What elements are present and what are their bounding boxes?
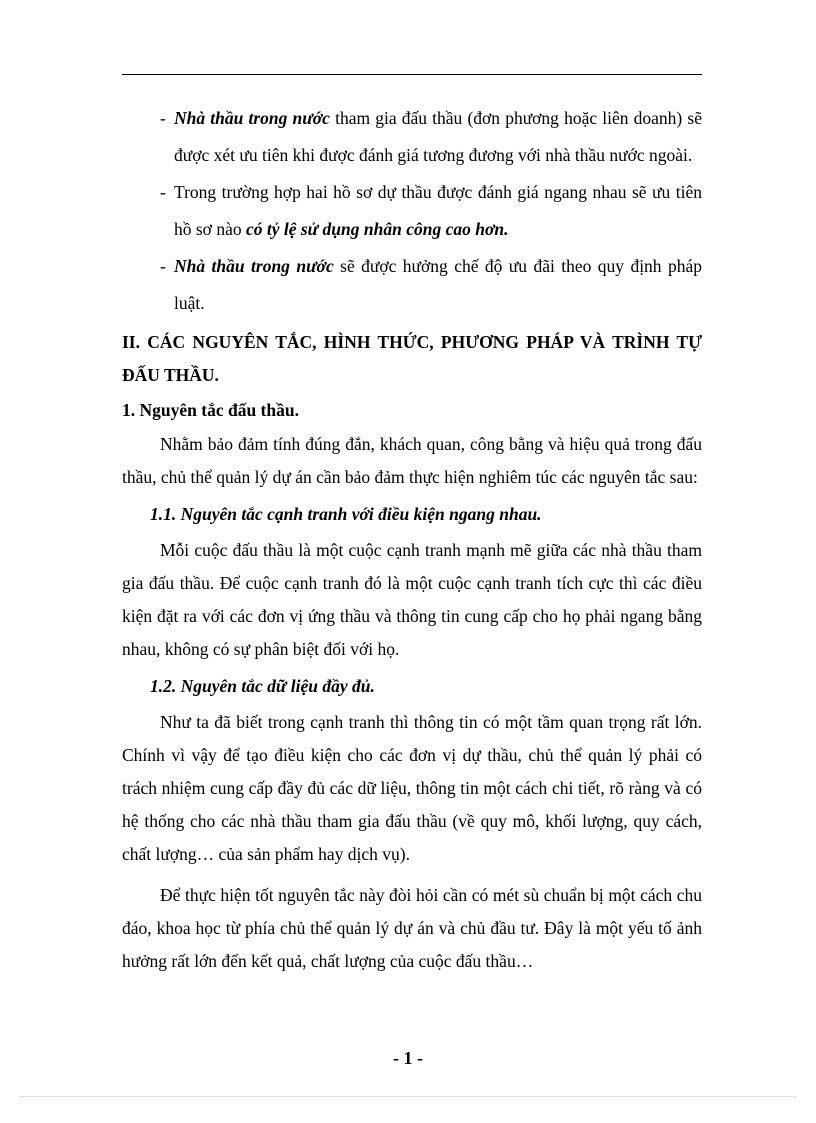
subsection-1-2-paragraph-2: Để thực hiện tốt nguyên tắc này đòi hỏi cần có mét sù chuẩn bị một cách chu đáo, khoa học từ phía chủ thể quản lý dự án và chủ đầu tư. Đây là một yếu tố ảnh hưởng rất lớn đến kết quả, chất lượng của cuộc đấu thầu…	[122, 885, 702, 971]
emphasis-text: Nhà thầu trong nước	[174, 108, 330, 128]
subsection-1-2-paragraph: Như ta đã biết trong cạnh tranh thì thông tin có một tầm quan trọng rất lớn. Chính vì vậy để tạo điều kiện cho các đơn vị dự thầu, chủ thể quản lý phải có trách nhiệm cung cấp đầy đủ các dữ liệu, thông tin một cách chi tiết, rõ ràng và có hệ thống cho các nhà thầu tham gia đấu thầu (về quy mô, khối lượng, quy cách, chất lượng… của sản phẩm hay dịch vụ).	[122, 712, 702, 864]
bullet-dash: -	[160, 256, 166, 276]
subsection-1-1-heading: 1.1. Nguyên tắc cạnh tranh với điều kiện ngang nhau.	[150, 504, 542, 524]
bullet-body: sẽ được hưởng chế độ ưu đãi theo quy định pháp luật.	[174, 256, 702, 313]
emphasis-text: Nhà thầu trong nước	[174, 256, 334, 276]
bullet-body: tham gia đấu thầu (đơn phương hoặc liên doanh) sẽ được xét ưu tiên khi được đánh giá tương đương với nhà thầu nước ngoài.	[174, 108, 702, 165]
bullet-item	[122, 248, 702, 322]
bullet-body: Trong trường hợp hai hồ sơ dự thầu được đánh giá ngang nhau sẽ ưu tiên hồ sơ nào	[174, 182, 702, 239]
bullet-item	[122, 100, 702, 174]
emphasis-text: có tỷ lệ sử dụng nhân công cao hơn.	[245, 219, 509, 239]
bullet-item	[122, 174, 702, 248]
bullet-dash: -	[160, 108, 166, 128]
page-number: - 1 -	[393, 1048, 423, 1068]
section-heading: II. CÁC NGUYÊN TẮC, HÌNH THỨC, PHƯƠNG PHÁP VÀ TRÌNH TỰ ĐẤU THẦU.	[122, 332, 702, 385]
document-body	[122, 100, 702, 978]
bullet-text	[174, 174, 702, 248]
subsection-heading: 1. Nguyên tắc đấu thầu.	[122, 400, 299, 420]
intro-paragraph: Nhằm bảo đảm tính đúng đắn, khách quan, công bằng và hiệu quả trong đấu thầu, chủ thể quản lý dự án cần bảo đảm thực hiện nghiêm túc các nguyên tắc sau:	[122, 434, 702, 487]
bullet-text	[174, 248, 702, 322]
bullet-dash: -	[160, 182, 166, 202]
page-bottom-border	[20, 1096, 796, 1097]
subsection-1-1-paragraph: Mỗi cuộc đấu thầu là một cuộc cạnh tranh mạnh mẽ giữa các nhà thầu tham gia đấu thầu. Để cuộc cạnh tranh đó là một cuộc cạnh tranh tích cực thì các điều kiện đặt ra với các đơn vị ứng thầu và thông tin cung cấp cho họ phải ngang bằng nhau, không có sự phân biệt đối với họ.	[122, 540, 702, 659]
subsection-1-2-heading: 1.2. Nguyên tắc dữ liệu đầy đủ.	[150, 676, 375, 696]
header-rule	[122, 74, 702, 75]
bullet-text	[174, 100, 702, 174]
